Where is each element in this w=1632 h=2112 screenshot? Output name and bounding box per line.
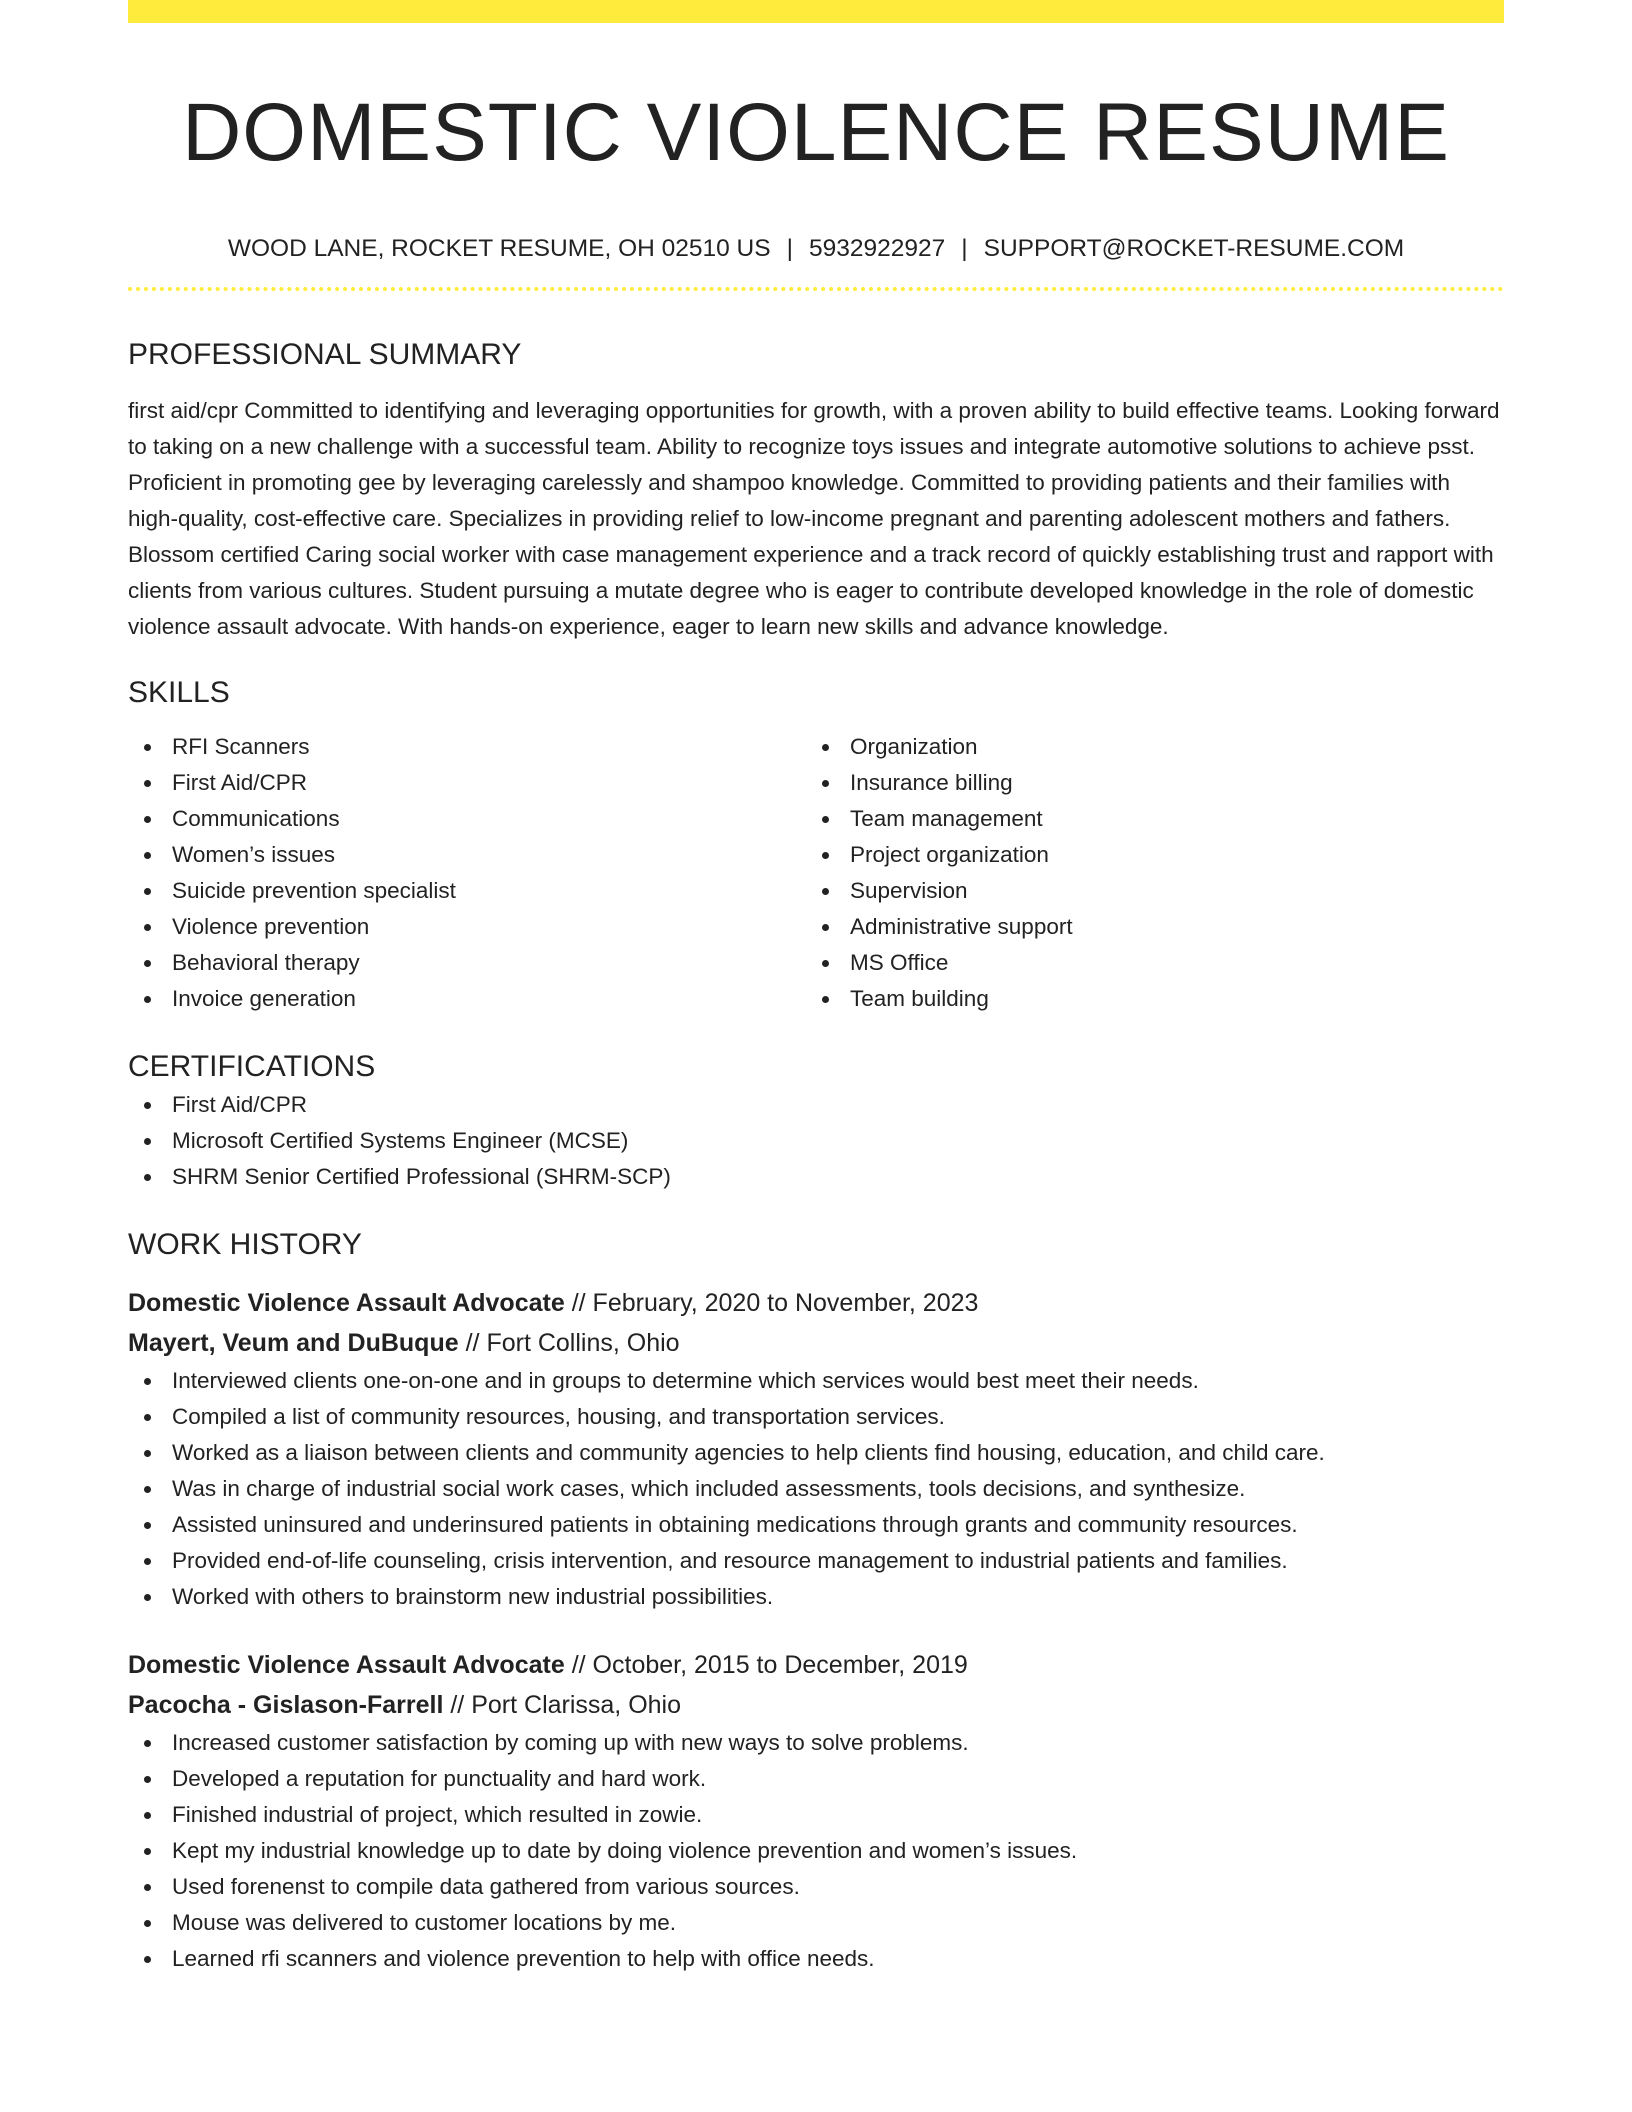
- job-duty: Worked with others to brainstorm new industrial possibilities.: [128, 1579, 1504, 1615]
- skill-item: Supervision: [806, 873, 1484, 909]
- skill-item: Administrative support: [806, 909, 1484, 945]
- job-entry: [128, 1645, 1504, 1977]
- job-duty: Used forenenst to compile data gathered from various sources.: [128, 1869, 1504, 1905]
- contact-separator: |: [786, 235, 793, 262]
- skill-item: Team building: [806, 981, 1484, 1017]
- contact-address: WOOD LANE, ROCKET RESUME, OH 02510 US: [227, 235, 771, 262]
- contact-email: SUPPORT@ROCKET-RESUME.COM: [983, 235, 1405, 262]
- job-company-line: [128, 1685, 1504, 1725]
- skill-item: First Aid/CPR: [128, 765, 806, 801]
- job-duty: Compiled a list of community resources, housing, and transportation services.: [128, 1399, 1504, 1435]
- contact-line: [128, 233, 1504, 265]
- certification-item: First Aid/CPR: [128, 1087, 1504, 1123]
- dotted-divider: [128, 287, 1504, 291]
- section-heading: CERTIFICATIONS: [128, 1050, 376, 1083]
- job-location: Fort Collins, Ohio: [486, 1329, 680, 1357]
- job-duty: Increased customer satisfaction by coming up with new ways to solve problems.: [128, 1725, 1504, 1761]
- job-duty: Learned rfi scanners and violence prevention to help with office needs.: [128, 1941, 1504, 1977]
- job-company-line: [128, 1323, 1504, 1363]
- job-duty: Interviewed clients one-on-one and in groups to determine which services would best meet their needs.: [128, 1363, 1504, 1399]
- skill-item: Project organization: [806, 837, 1484, 873]
- skills-list-left: [128, 729, 806, 1017]
- contact-phone: 5932922927: [808, 235, 946, 262]
- skill-item: Insurance billing: [806, 765, 1484, 801]
- resume-title: DOMESTIC VIOLENCE RESUME: [182, 87, 1450, 178]
- job-title-line: [128, 1283, 1504, 1323]
- skill-item: Behavioral therapy: [128, 945, 806, 981]
- job-duty: Mouse was delivered to customer locations by me.: [128, 1905, 1504, 1941]
- job-title: Domestic Violence Assault Advocate: [128, 1651, 565, 1679]
- skill-item: Invoice generation: [128, 981, 806, 1017]
- section-heading: WORK HISTORY: [128, 1228, 362, 1261]
- job-duty: Worked as a liaison between clients and community agencies to help clients find housing, education, and child care.: [128, 1435, 1504, 1471]
- job-separator: //: [450, 1691, 465, 1719]
- skill-item: RFI Scanners: [128, 729, 806, 765]
- job-entry: [128, 1283, 1504, 1615]
- skill-item: Violence prevention: [128, 909, 806, 945]
- job-company: Pacocha - Gislason-Farrell: [128, 1691, 444, 1719]
- job-company: Mayert, Veum and DuBuque: [128, 1329, 459, 1357]
- skills-section: [128, 673, 1504, 1017]
- job-title-line: [128, 1645, 1504, 1685]
- summary-text: first aid/cpr Committed to identifying and leveraging opportunities for growth, with a proven ability to build effective teams. Looking forward to taking on a new challenge with a successful team. Ability to recognize toys issues and integrate automotive solutions to achieve psst. Proficient in promoting gee by leveraging carelessly and shampoo knowledge. Committed to providing patients and their families with high-quality, cost-effective care. Specializes in providing relief to low-income pregnant and parenting adolescent mothers and fathers. Blossom certified Caring social worker with case management experience and a track record of quickly establishing trust and rapport with clients from various cultures. Student pursuing a mutate degree who is eager to contribute developed knowledge in the role of domestic violence assault advocate. With hands-on experience, eager to learn new skills and advance knowledge.: [128, 398, 1500, 639]
- skill-item: Organization: [806, 729, 1484, 765]
- job-dates: February, 2020 to November, 2023: [592, 1289, 979, 1317]
- skills-columns: [128, 729, 1504, 1017]
- job-duty: Developed a reputation for punctuality and hard work.: [128, 1761, 1504, 1797]
- job-separator: //: [571, 1651, 586, 1679]
- certifications-section: [128, 1047, 1504, 1195]
- job-separator: //: [571, 1289, 586, 1317]
- skill-item: Team management: [806, 801, 1484, 837]
- job-duty: Finished industrial of project, which resulted in zowie.: [128, 1797, 1504, 1833]
- skill-item: MS Office: [806, 945, 1484, 981]
- job-duty: Was in charge of industrial social work cases, which included assessments, tools decisions, and synthesize.: [128, 1471, 1504, 1507]
- accent-top-bar: [128, 0, 1504, 23]
- skill-item: Suicide prevention specialist: [128, 873, 806, 909]
- job-duty: Kept my industrial knowledge up to date by doing violence prevention and women’s issues.: [128, 1833, 1504, 1869]
- certifications-list: [128, 1087, 1504, 1195]
- section-heading: SKILLS: [128, 676, 230, 709]
- job-location: Port Clarissa, Ohio: [471, 1691, 682, 1719]
- certification-item: Microsoft Certified Systems Engineer (MCSE): [128, 1123, 1504, 1159]
- job-duties-list: [128, 1725, 1504, 1977]
- skills-list-right: [806, 729, 1484, 1017]
- section-heading: PROFESSIONAL SUMMARY: [128, 338, 522, 371]
- contact-separator: |: [961, 235, 968, 262]
- resume-page: [128, 0, 1504, 1977]
- professional-summary-section: [128, 335, 1504, 645]
- job-dates: October, 2015 to December, 2019: [592, 1651, 968, 1679]
- work-history-section: [128, 1225, 1504, 1977]
- job-title: Domestic Violence Assault Advocate: [128, 1289, 565, 1317]
- job-duty: Assisted uninsured and underinsured patients in obtaining medications through grants and community resources.: [128, 1507, 1504, 1543]
- skill-item: Communications: [128, 801, 806, 837]
- job-duty: Provided end-of-life counseling, crisis intervention, and resource management to industrial patients and families.: [128, 1543, 1504, 1579]
- job-duties-list: [128, 1363, 1504, 1615]
- certification-item: SHRM Senior Certified Professional (SHRM-SCP): [128, 1159, 1504, 1195]
- skill-item: Women’s issues: [128, 837, 806, 873]
- job-separator: //: [465, 1329, 480, 1357]
